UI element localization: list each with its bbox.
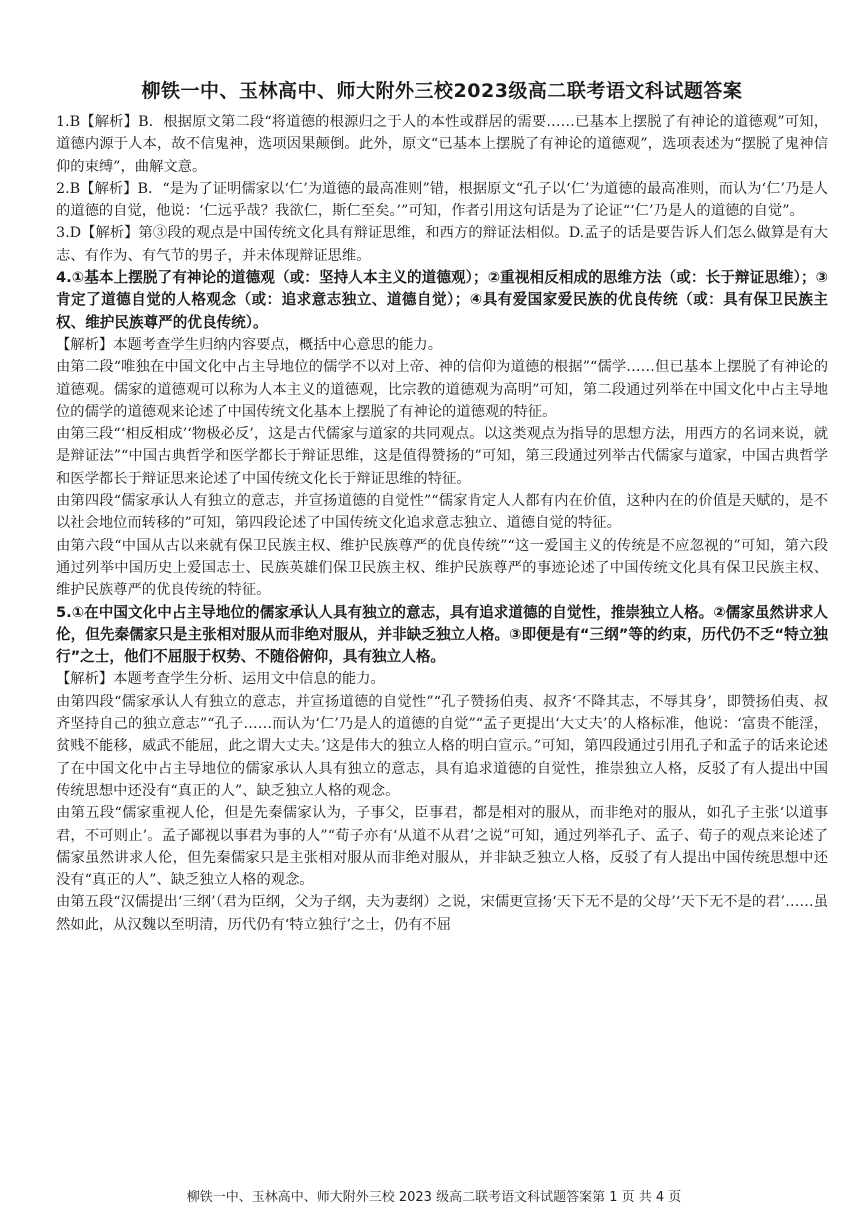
answer-paragraph: 由第二段“唯独在中国文化中占主导地位的儒学不以对上帝、神的信仰为道德的根据”“儒学……但已基本上摆脱了有神论的道德观。儒家的道德观可以称为人本主义的道德观，比宗教的道德观为高明”可知，第二段通过列举在中国文化中占主导地位的儒学的道德观来论述了中国传统文化基本上摆脱了有神论的道德观的特征。 [56, 359, 828, 420]
answer-paragraph: 5.①在中国文化中占主导地位的儒家承认人具有独立的意志，具有追求道德的自觉性，推崇独立人格。②儒家虽然讲求人伦，但先秦儒家只是主张相对服从而非绝对服从，并非缺乏独立人格。③即便是有“三纲”等的约束，历代仍不乏“特立独行”之士，他们不屈服于权势、不随俗俯仰，具有独立人格。 [56, 603, 828, 666]
answer-paragraph: 由第五段“儒家重视人伦，但是先秦儒家认为，子事父，臣事君，都是相对的服从，而非绝对的服从，如孔子主张‘以道事君，不可则止’。孟子鄙视以事君为事的人”“荀子亦有‘从道不从君’之说”可知，通过列举孔子、孟子、荀子的观点来论述了儒家虽然讲求人伦，但先秦儒家只是主张相对服从而非绝对服从，并非缺乏独立人格，反驳了有人提出中国传统思想中还没有“真正的人”、缺乏独立人格的观念。 [56, 805, 828, 889]
answer-paragraph: 由第四段“儒家承认人有独立的意志，并宣扬道德的自觉性”“孔子赞扬伯夷、叔齐‘不降其志，不辱其身’，即赞扬伯夷、叔齐坚持自己的独立意志”“孔子……而认为‘仁’乃是人的道德的自觉”“孟子更提出‘大丈夫’的人格标准，他说：‘富贵不能淫，贫贱不能移，威武不能屈，此之谓大丈夫。’这是伟大的独立人格的明白宣示。”可知，第四段通过引用孔子和孟子的话来论述了在中国文化中占主导地位的儒家承认人具有独立的意志，具有追求道德的自觉性，推崇独立人格，反驳了有人提出中国传统思想中还没有“真正的人”、缺乏独立人格的观念。 [56, 693, 828, 799]
answer-paragraph: 3.D【解析】第③段的观点是中国传统文化具有辩证思维，和西方的辩证法相似。D.孟子的话是要告诉人们怎么做算是有大志、有作为、有气节的男子，并未体现辩证思维。 [56, 225, 828, 264]
page-footer: 柳铁一中、玉林高中、师大附外三校 2023 级高二联考语文科试题答案第 1 页 共 4 页 [186, 1190, 682, 1205]
answer-content [56, 111, 828, 936]
answer-paragraph: 【解析】本题考查学生分析、运用文中信息的能力。 [56, 671, 385, 688]
page-title: 柳铁一中、玉林高中、师大附外三校2023级高二联考语文科试题答案 [141, 80, 743, 102]
answer-paragraph: 2.B【解析】B．“是为了证明儒家以‘仁’为道德的最高准则”错，根据原文“孔子以‘仁’为道德的最高准则，而认为‘仁’乃是人的道德的自觉，他说：‘仁远乎哉？我欲仁，斯仁至矣。’”可知，作者引用这句话是为了论证“‘仁’乃是人的道德的自觉”。 [56, 180, 828, 220]
answer-paragraph: 【解析】本题考查学生归纳内容要点，概括中心意思的能力。 [56, 336, 443, 353]
answer-paragraph: 1.B【解析】B．根据原文第二段“将道德的根源归之于人的本性或群居的需要……已基本上摆脱了有神论的道德观”可知，道德内源于人本，故不信鬼神，选项因果颠倒。此外，原文“已基本上摆脱了有神论的道德观”，选项表述为“摆脱了鬼神信仰的束缚”，曲解文意。 [56, 114, 828, 175]
answer-paragraph: 由第五段“汉儒提出‘三纲’（君为臣纲，父为子纲，夫为妻纲）之说，宋儒更宣扬‘天下无不是的父母’‘天下无不是的君’……虽然如此，从汉魏以至明清，历代仍有‘特立独行’之士，仍有不屈 [56, 894, 828, 933]
answer-paragraph: 由第六段“中国从古以来就有保卫民族主权、维护民族尊严的优良传统”“这一爱国主义的传统是不应忽视的”可知，第六段通过列举中国历史上爱国志士、民族英雄们保卫民族主权、维护民族尊严的事迹论述了中国传统文化具有保卫民族主权、维护民族尊严的优良传统的特征。 [56, 537, 828, 599]
answer-paragraph: 由第三段“‘相反相成’‘物极必反’，这是古代儒家与道家的共同观点。以这类观点为指导的思想方法，用西方的名词来说，就是辩证法”“中国古典哲学和医学都长于辩证思维，这是值得赞扬的”可知，第三段通过列举古代儒家与道家，中国古典哲学和医学都长于辩证思来论述了中国传统文化长于辩证思维的特征。 [56, 426, 828, 487]
answer-paragraph: 4.①基本上摆脱了有神论的道德观（或：坚持人本主义的道德观）；②重视相反相成的思维方法（或：长于辩证思维）；③肯定了道德自觉的人格观念（或：追求意志独立、道德自觉）；④具有爱国家爱民族的优良传统（或：具有保卫民族主权、维护民族尊严的优良传统）。 [56, 269, 828, 331]
answer-paragraph: 由第四段“儒家承认人有独立的意志，并宣扬道德的自觉性”“儒家肯定人人都有内在价值，这种内在的价值是天赋的，是不以社会地位而转移的”可知，第四段论述了中国传统文化追求意志独立、道德自觉的特征。 [56, 493, 828, 532]
